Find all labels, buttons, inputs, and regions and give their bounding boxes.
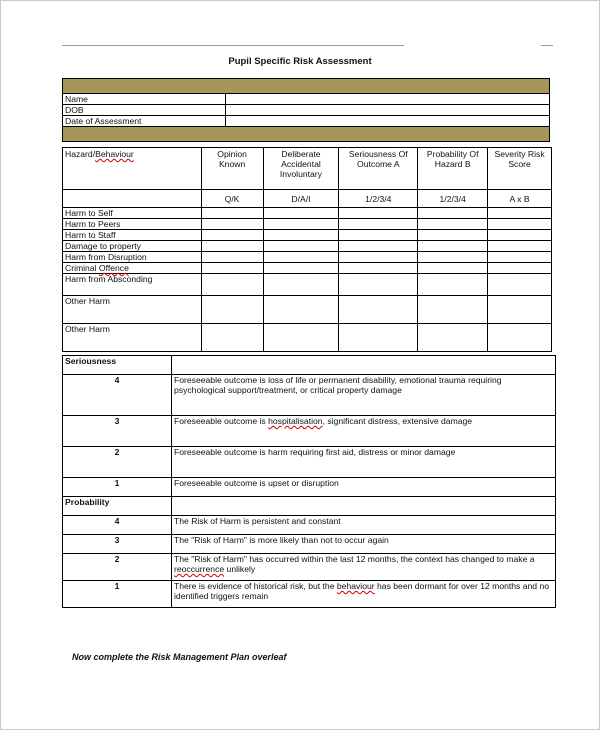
- hazard-cell[interactable]: [418, 208, 488, 219]
- legend-blank: [172, 497, 556, 516]
- probability-label: Probability: [63, 497, 172, 516]
- hazard-cell[interactable]: [418, 252, 488, 263]
- seriousness-text: Foreseeable outcome is loss of life or permanent disability, emotional trauma requiring psychological support/treatment, or critical property damage: [172, 375, 556, 416]
- code-deliberate: D/A/I: [263, 190, 339, 208]
- code-seriousness: 1/2/3/4: [339, 190, 418, 208]
- info-header-band: [63, 79, 550, 94]
- hazard-cell[interactable]: [488, 324, 552, 352]
- hazard-cell[interactable]: [201, 263, 263, 274]
- header-rule-right: [541, 45, 553, 46]
- probability-level: 1: [63, 581, 172, 608]
- hazard-cell[interactable]: [201, 241, 263, 252]
- hazard-cell[interactable]: [201, 324, 263, 352]
- code-severity: A x B: [488, 190, 552, 208]
- probability-text: The Risk of Harm is persistent and constant: [172, 516, 556, 535]
- hazard-row-label: Harm to Staff: [63, 230, 202, 241]
- header-rule-left: [62, 45, 404, 46]
- hazard-row-label-underlined: Offence: [98, 263, 129, 273]
- hazard-column-header: Hazard/Behaviour: [63, 148, 202, 190]
- hazard-cell[interactable]: [339, 252, 418, 263]
- info-value-date[interactable]: [226, 116, 550, 127]
- code-opinion: Q/K: [201, 190, 263, 208]
- legend-blank: [172, 356, 556, 375]
- seriousness-text: Foreseeable outcome is harm requiring first aid, distress or minor damage: [172, 447, 556, 478]
- hazard-cell[interactable]: [418, 263, 488, 274]
- page-title: Pupil Specific Risk Assessment: [228, 56, 372, 67]
- hazard-cell[interactable]: [418, 274, 488, 296]
- info-label-name: Name: [63, 94, 226, 105]
- info-label-dob: DOB: [63, 105, 226, 116]
- probability-1-underlined: behaviour: [336, 581, 375, 591]
- hazard-cell[interactable]: [201, 208, 263, 219]
- code-probability: 1/2/3/4: [418, 190, 488, 208]
- info-footer-band: [63, 127, 550, 142]
- hazard-cell[interactable]: [488, 219, 552, 230]
- seriousness-level: 4: [63, 375, 172, 416]
- probability-1-text-b: has been dormant for over 12 months and no identified triggers remain: [174, 581, 550, 601]
- hazard-cell[interactable]: [488, 296, 552, 324]
- seriousness-level: 1: [63, 478, 172, 497]
- code-row-blank: [63, 190, 202, 208]
- col-header-opinion: Opinion Known: [201, 148, 263, 190]
- seriousness-text: [172, 416, 556, 447]
- hazard-row-label: Harm from Disruption: [63, 252, 202, 263]
- probability-text: The "Risk of Harm" is more likely than not to occur again: [172, 535, 556, 554]
- hazard-cell[interactable]: [339, 241, 418, 252]
- info-value-name[interactable]: [226, 94, 550, 105]
- probability-2-text-b: unlikely: [224, 564, 256, 574]
- hazard-cell[interactable]: [339, 324, 418, 352]
- hazard-cell[interactable]: [418, 296, 488, 324]
- hazard-cell[interactable]: [263, 219, 339, 230]
- hazard-cell[interactable]: [488, 274, 552, 296]
- hazard-row-label: Other Harm: [63, 296, 202, 324]
- hazard-cell[interactable]: [263, 208, 339, 219]
- hazard-cell[interactable]: [339, 274, 418, 296]
- hazard-row-label: Harm to Peers: [63, 219, 202, 230]
- hazard-cell[interactable]: [339, 230, 418, 241]
- seriousness-label: Seriousness: [63, 356, 172, 375]
- seriousness-3-underlined: hospitalisation: [268, 416, 323, 426]
- probability-level: 3: [63, 535, 172, 554]
- hazard-cell[interactable]: [201, 274, 263, 296]
- hazard-cell[interactable]: [418, 230, 488, 241]
- probability-level: 4: [63, 516, 172, 535]
- hazard-cell[interactable]: [263, 324, 339, 352]
- footer-instruction: Now complete the Risk Management Plan overleaf: [72, 652, 287, 662]
- hazard-cell[interactable]: [263, 263, 339, 274]
- probability-level: 2: [63, 554, 172, 581]
- pupil-info-table: [62, 78, 550, 142]
- hazard-cell[interactable]: [201, 296, 263, 324]
- hazard-cell[interactable]: [339, 296, 418, 324]
- seriousness-level: 3: [63, 416, 172, 447]
- seriousness-text: Foreseeable outcome is upset or disruption: [172, 478, 556, 497]
- legend-table: [62, 355, 556, 608]
- col-header-probability: Probability Of Hazard B: [418, 148, 488, 190]
- hazard-cell[interactable]: [201, 252, 263, 263]
- hazard-row-label: Harm from Absconding: [63, 274, 202, 296]
- hazard-cell[interactable]: [201, 219, 263, 230]
- col-header-deliberate: Deliberate Accidental Involuntary: [263, 148, 339, 190]
- hazard-cell[interactable]: [488, 252, 552, 263]
- hazard-cell[interactable]: [418, 241, 488, 252]
- hazard-cell[interactable]: [263, 230, 339, 241]
- probability-text: [172, 554, 556, 581]
- probability-2-underlined: reoccurrence: [174, 564, 225, 574]
- hazard-row-label: Damage to property: [63, 241, 202, 252]
- seriousness-level: 2: [63, 447, 172, 478]
- hazard-cell[interactable]: [263, 296, 339, 324]
- hazard-cell[interactable]: [488, 241, 552, 252]
- probability-1-text-a: There is evidence of historical risk, but the: [174, 581, 337, 591]
- hazard-cell[interactable]: [488, 208, 552, 219]
- hazard-cell[interactable]: [339, 219, 418, 230]
- hazard-cell[interactable]: [418, 324, 488, 352]
- hazard-cell[interactable]: [263, 274, 339, 296]
- hazard-cell[interactable]: [339, 208, 418, 219]
- hazard-cell[interactable]: [201, 230, 263, 241]
- probability-2-text-a: The "Risk of Harm" has occurred within the last 12 months, the context has changed to make a: [174, 554, 535, 564]
- seriousness-3-text-a: Foreseeable outcome is: [174, 416, 269, 426]
- hazard-row-label: Harm to Self: [63, 208, 202, 219]
- info-label-date: Date of Assessment: [63, 116, 226, 127]
- col-header-seriousness: Seriousness Of Outcome A: [339, 148, 418, 190]
- col-header-severity: Severity Risk Score: [488, 148, 552, 190]
- hazard-cell[interactable]: [263, 252, 339, 263]
- seriousness-3-text-b: , significant distress, extensive damage: [322, 416, 473, 426]
- hazard-cell[interactable]: [488, 263, 552, 274]
- hazard-table: [62, 147, 552, 352]
- probability-text: [172, 581, 556, 608]
- hazard-row-label-text: Criminal: [65, 263, 99, 273]
- hazard-cell[interactable]: [339, 263, 418, 274]
- hazard-row-label: Other Harm: [63, 324, 202, 352]
- hazard-cell[interactable]: [418, 219, 488, 230]
- hazard-cell[interactable]: [488, 230, 552, 241]
- hazard-row-label: [63, 263, 202, 274]
- info-value-dob[interactable]: [226, 105, 550, 116]
- hazard-cell[interactable]: [263, 241, 339, 252]
